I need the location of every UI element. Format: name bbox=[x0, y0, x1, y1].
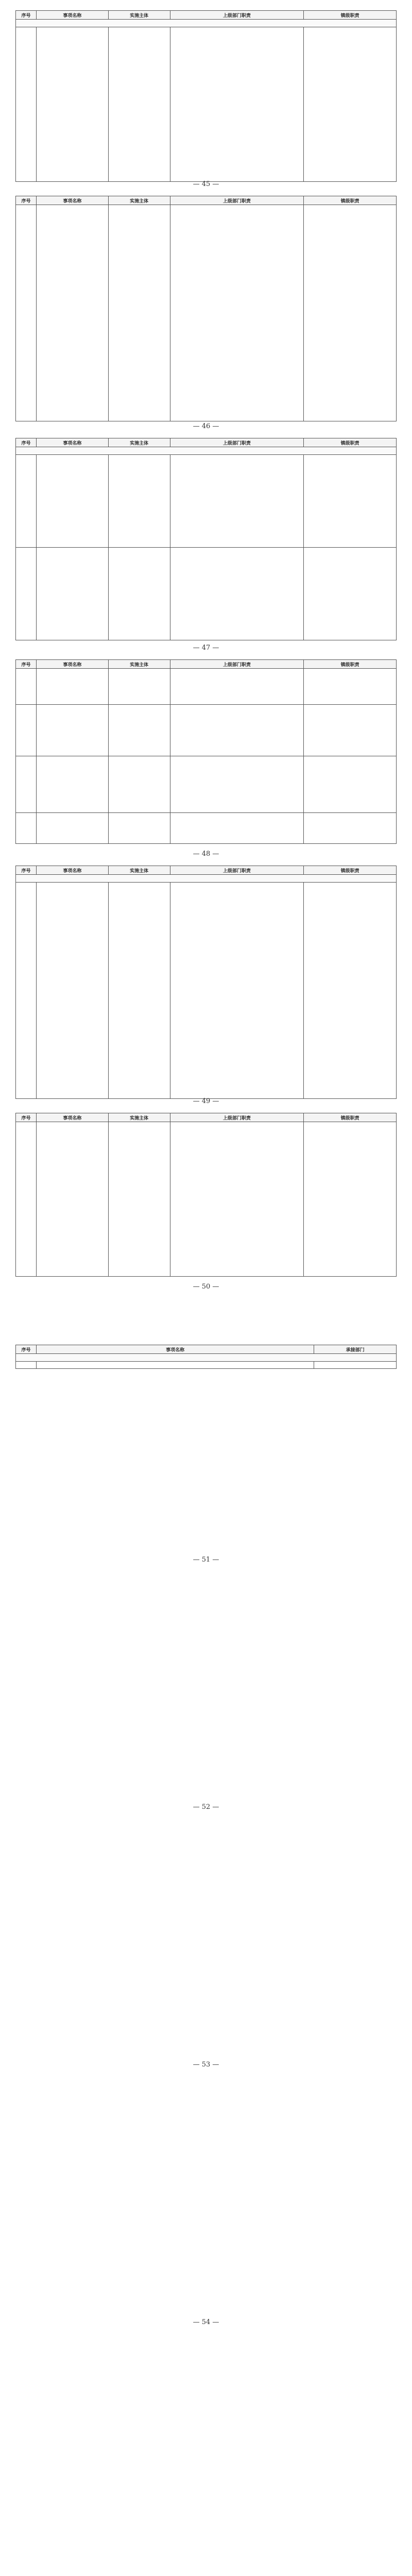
responsibility-table-a2 bbox=[15, 196, 397, 421]
table-row bbox=[16, 205, 397, 421]
header-cell: 上级部门职责 bbox=[170, 866, 304, 875]
header-cell: 上级部门职责 bbox=[170, 1113, 304, 1122]
table-row bbox=[16, 1362, 397, 1369]
cell-town bbox=[304, 27, 397, 182]
section-title-row bbox=[16, 1354, 397, 1362]
section-a-page-4 bbox=[0, 659, 412, 844]
page-number: — 54 — bbox=[193, 2318, 219, 2326]
section-a-page-5 bbox=[0, 866, 412, 1099]
header-cell: 镇级职责 bbox=[304, 11, 397, 20]
table-row bbox=[16, 455, 397, 548]
cell-no bbox=[16, 27, 37, 182]
header-cell: 序号 bbox=[16, 1345, 37, 1354]
header-cell: 序号 bbox=[16, 196, 37, 205]
table-row bbox=[16, 669, 397, 705]
page-number: — 48 — bbox=[193, 850, 219, 858]
header-cell: 事项名称 bbox=[36, 660, 108, 669]
table-row bbox=[16, 813, 397, 844]
header-cell: 实施主体 bbox=[108, 1113, 170, 1122]
header-cell: 事项名称 bbox=[36, 1345, 314, 1354]
header-cell: 序号 bbox=[16, 1113, 37, 1122]
header-cell: 实施主体 bbox=[108, 660, 170, 669]
section-a-page-6 bbox=[0, 1113, 412, 1277]
table-header-row bbox=[16, 11, 397, 20]
table-row bbox=[16, 1122, 397, 1277]
header-cell: 事项名称 bbox=[36, 866, 108, 875]
page-number: — 51 — bbox=[193, 1556, 219, 1564]
header-cell: 上级部门职责 bbox=[170, 660, 304, 669]
header-cell: 实施主体 bbox=[108, 11, 170, 20]
cell-dept bbox=[314, 1362, 397, 1369]
authority-table-b1 bbox=[15, 1345, 397, 1369]
page-number: — 47 — bbox=[193, 644, 219, 652]
page-number: — 50 — bbox=[193, 1283, 219, 1291]
cell-name bbox=[36, 27, 108, 182]
header-cell: 序号 bbox=[16, 438, 37, 447]
header-cell: 事项名称 bbox=[36, 438, 108, 447]
table-row bbox=[16, 548, 397, 640]
header-cell: 序号 bbox=[16, 660, 37, 669]
page-number: — 49 — bbox=[193, 1097, 219, 1105]
page-number: — 45 — bbox=[193, 180, 219, 188]
table-row bbox=[16, 756, 397, 813]
header-cell: 承接部门 bbox=[314, 1345, 397, 1354]
section-a-page-2 bbox=[0, 196, 412, 421]
cell-upper bbox=[170, 27, 304, 182]
page-number: — 46 — bbox=[193, 422, 219, 430]
header-cell: 实施主体 bbox=[108, 196, 170, 205]
header-cell: 事项名称 bbox=[36, 11, 108, 20]
section-title-row bbox=[16, 447, 397, 455]
header-cell: 序号 bbox=[16, 866, 37, 875]
table-row bbox=[16, 883, 397, 1099]
header-cell: 镇级职责 bbox=[304, 438, 397, 447]
responsibility-table-a1 bbox=[15, 10, 397, 182]
header-cell: 实施主体 bbox=[108, 438, 170, 447]
section-title-row bbox=[16, 20, 397, 27]
responsibility-table-a5 bbox=[15, 866, 397, 1099]
header-cell: 事项名称 bbox=[36, 196, 108, 205]
section-b-page-1 bbox=[0, 1345, 412, 1369]
header-cell: 镇级职责 bbox=[304, 196, 397, 205]
responsibility-table-a6 bbox=[15, 1113, 397, 1277]
page-number: — 53 — bbox=[193, 2061, 219, 2069]
table-row bbox=[16, 705, 397, 756]
responsibility-table-a3 bbox=[15, 438, 397, 640]
section-a-page-1 bbox=[0, 10, 412, 182]
cell-subject bbox=[108, 27, 170, 182]
table-header-row bbox=[16, 1345, 397, 1354]
section-a-page-3 bbox=[0, 438, 412, 640]
header-cell: 镇级职责 bbox=[304, 866, 397, 875]
table-row bbox=[16, 27, 397, 182]
header-cell: 实施主体 bbox=[108, 866, 170, 875]
header-cell: 上级部门职责 bbox=[170, 438, 304, 447]
header-cell: 上级部门职责 bbox=[170, 11, 304, 20]
header-cell: 上级部门职责 bbox=[170, 196, 304, 205]
page-number: — 52 — bbox=[193, 1803, 219, 1811]
header-cell: 镇级职责 bbox=[304, 1113, 397, 1122]
table-header-row bbox=[16, 196, 397, 205]
header-cell: 事项名称 bbox=[36, 1113, 108, 1122]
header-cell: 序号 bbox=[16, 11, 37, 20]
cell-no bbox=[16, 1362, 37, 1369]
header-cell: 镇级职责 bbox=[304, 660, 397, 669]
responsibility-table-a4 bbox=[15, 659, 397, 844]
cell-name bbox=[36, 1362, 314, 1369]
section-title-row bbox=[16, 875, 397, 883]
